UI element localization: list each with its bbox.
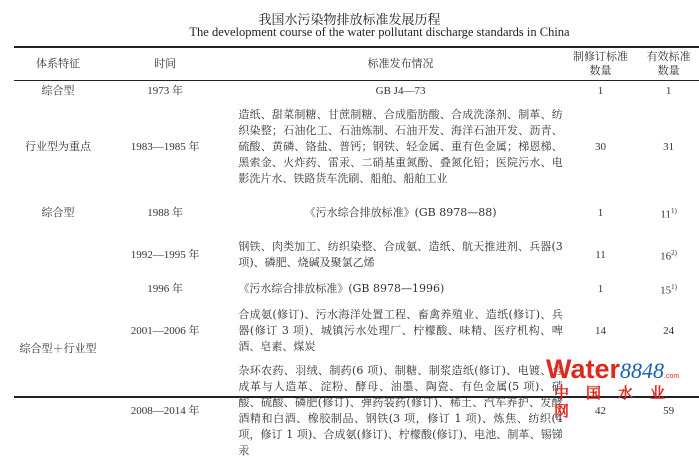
table-row [14,235,699,275]
watermark-cn: 中国水业网 [554,384,683,420]
header-release: 标准发布情况 [367,56,434,70]
footnote-mark: 1) [670,207,677,216]
footnote-mark: 1) [671,283,678,291]
time-cell: 1973 年 [147,85,183,97]
effective-value: 16 [660,250,672,263]
release-cell: GB J4—73 [375,85,426,97]
time-cell: 1983—1985 年 [130,141,200,153]
watermark-number: 8848 [620,358,665,383]
release-cell: 钢铁、肉类加工、纺织染整、合成氨、造纸、航天推进剂、兵器(3 项)、磷肥、烧碱及聚氯乙烯 [238,240,563,269]
revised-cell: 1 [597,207,604,219]
revised-cell: 1 [597,85,604,97]
watermark-brand: Water [546,354,621,384]
time-cell: 2001—2006 年 [130,324,200,337]
table-row [14,103,699,191]
table-subtitle: The development course of the water pollutant discharge standards in China [189,25,570,39]
watermark-domain: .com [664,373,680,380]
revised-cell: 14 [594,324,606,337]
effective-cell [638,191,699,235]
footnote-mark: 2) [671,249,678,258]
table-row [14,191,699,235]
time-cell: 1992—1995 年 [130,249,200,261]
revised-cell: 30 [594,141,606,153]
header-revised: 制修订标准数量 [572,49,628,77]
system-cell: 综合型 [41,206,75,219]
effective-cell: 1 [665,85,672,97]
header-system: 体系特征 [35,56,80,70]
effective-cell: 24 [663,324,675,337]
table-row [14,79,699,103]
effective-value: 15 [660,284,672,297]
effective-cell: 31 [663,141,675,153]
system-cell: 行业型为重点 [24,140,91,153]
release-cell: 《污水综合排放标准》(GB 8978—88) [304,206,497,219]
effective-cell [638,235,699,275]
effective-value: 11 [660,208,671,221]
release-cell: 杂环农药、羽绒、制药(6 项)、制糖、制浆造纸(修订)、电镀、合成革与人造革、淀粉、酵母、油墨、陶瓷、有色金属(5 项)、硝酸、硫酸、磷肥(修订)、弹药装药(修订)、稀土、汽车养护、发酵酒精和白酒、橡胶制品、钢铁(3 项，修订 1 项)、炼焦、纺织(4 项，修订 1 项)、合成氨(修订)、柠檬酸(修订)、电池、制革、锡锑汞 [238,363,563,457]
effective-cell [638,275,699,303]
time-cell: 1988 年 [147,207,183,219]
revised-cell: 42 [594,404,606,417]
release-cell: 《污水综合排放标准》(GB 8978—1996) [238,281,445,295]
release-cell: 合成氨(修订)、污水海洋处置工程、畜禽养殖业、造纸(修订)、兵器(修订 3 项)、城镇污水处理厂、柠檬酸、味精、医疗机构、啤酒、皂素、煤炭 [238,307,563,353]
table-row [14,303,699,359]
time-cell: 1996 年 [147,282,183,295]
table-title: 我国水污染物排放标准发展历程 [258,13,441,28]
release-cell: 造纸、甜菜制糖、甘蔗制糖、合成脂肪酸、合成洗涤剂、制革、纺织染整；石油化工、石油炼制、石油开发、海洋石油开发、沥青、硫酸、黄磷、铬盐、普钙；钢铁、轻金属、重有色金属；梯恩梯、黑索金、火炸药、雷汞、二硝基重氮酚、叠氮化铅；医院污水、电影洗片水、铁路货车洗刷、船舶、船舶工业 [238,108,563,185]
header-time: 时间 [154,56,177,70]
effective-cell: 59 [663,404,675,417]
table-row [14,275,699,303]
header-row [14,48,699,79]
system-cell: 综合型 [41,84,75,97]
time-cell: 2008—2014 年 [130,404,200,417]
system-cell: 综合型＋行业型 [19,341,97,355]
revised-cell: 1 [597,282,604,295]
header-effective: 有效标准数量 [646,49,691,77]
revised-cell: 11 [595,249,606,261]
